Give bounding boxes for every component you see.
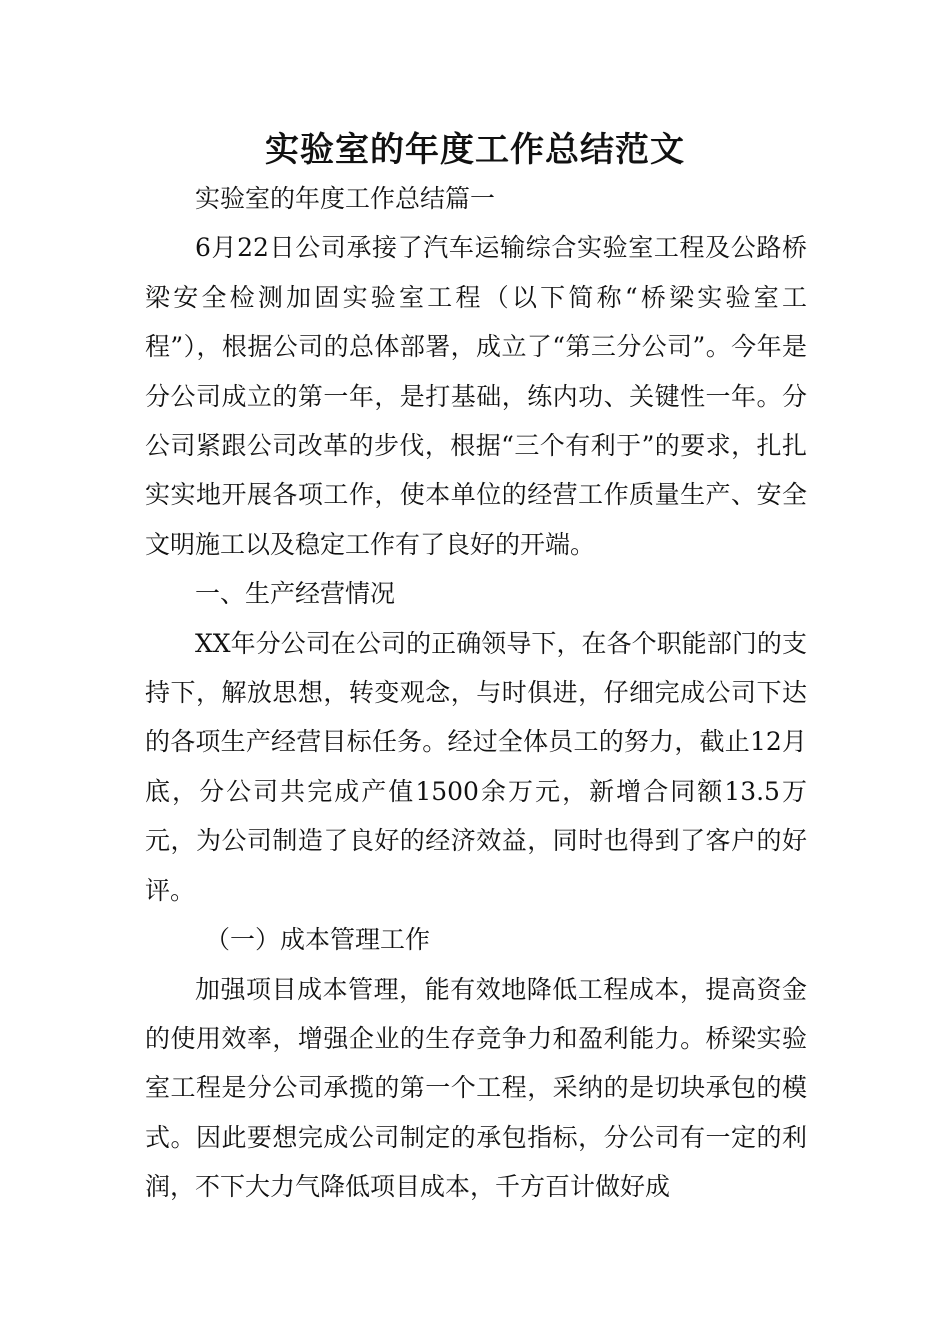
production-paragraph: XX年分公司在公司的正确领导下，在各个职能部门的支持下，解放思想，转变观念，与时俱进，仔细完成公司下达的各项生产经营目标任务。经过全体员工的努力，截止12月底，分公司共完成产值1500余万元，新增合同额13.5万元，为公司制造了良好的经济效益，同时也得到了客户的好评。 (145, 628, 807, 905)
document-body (145, 174, 807, 1212)
intro-paragraph: 6月22日公司承接了汽车运输综合实验室工程及公路桥梁安全检测加固实验室工程（以下简称“桥梁实验室工程”），根据公司的总体部署，成立了“第三分公司”。今年是分公司成立的第一年，是打基础，练内功、关键性一年。分公司紧跟公司改革的步伐，根据“三个有利于”的要求，扎扎实实地开展各项工作，使本单位的经营工作质量生产、安全文明施工以及稳定工作有了良好的开端。 (145, 233, 807, 559)
heading-production-operations: 一、生产经营情况 (195, 579, 396, 609)
section-title: 实验室的年度工作总结篇一 (195, 184, 496, 213)
document-title: 实验室的年度工作总结范文 (265, 130, 685, 170)
subheading-cost-management: （一）成本管理工作 (205, 925, 431, 955)
cost-management-paragraph: 加强项目成本管理，能有效地降低工程成本，提高资金的使用效率，增强企业的生存竞争力和盈利能力。桥梁实验室工程是分公司承揽的第一个工程，采纳的是切块承包的模式。因此要想完成公司制定的承包指标，分公司有一定的利润，不下大力气降低项目成本，千方百计做好成 (145, 974, 807, 1202)
